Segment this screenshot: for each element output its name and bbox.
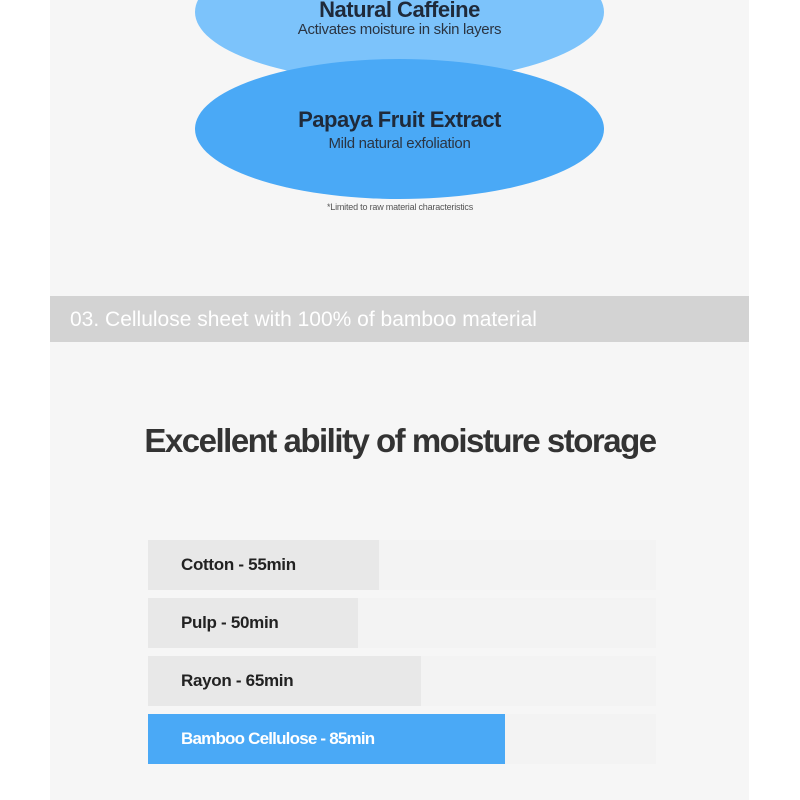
ingredient-title: Papaya Fruit Extract [298, 107, 501, 132]
footnote: *Limited to raw material characteristics [326, 202, 474, 212]
bar-label: Cotton - 55min [181, 555, 296, 574]
bar-row-pulp [148, 598, 656, 648]
section-title: 03. Cellulose sheet with 100% of bamboo material [70, 308, 537, 331]
ingredient-papaya [195, 59, 604, 199]
bar-label: Bamboo Cellulose - 85min [181, 729, 375, 748]
bar-row-cotton [148, 540, 656, 590]
chart-title: Excellent ability of moisture storage [144, 422, 656, 459]
ingredient-description: Activates moisture in skin layers [297, 21, 502, 38]
bar-label: Pulp - 50min [181, 613, 279, 632]
ingredient-description: Mild natural exfoliation [328, 135, 471, 152]
ingredient-title: Natural Caffeine [319, 0, 480, 22]
moisture-bar-chart [148, 540, 656, 766]
bar-row-bamboo-cellulose [148, 714, 656, 764]
bar-row-rayon [148, 656, 656, 706]
section-header [50, 296, 749, 342]
bar-label: Rayon - 65min [181, 671, 294, 690]
